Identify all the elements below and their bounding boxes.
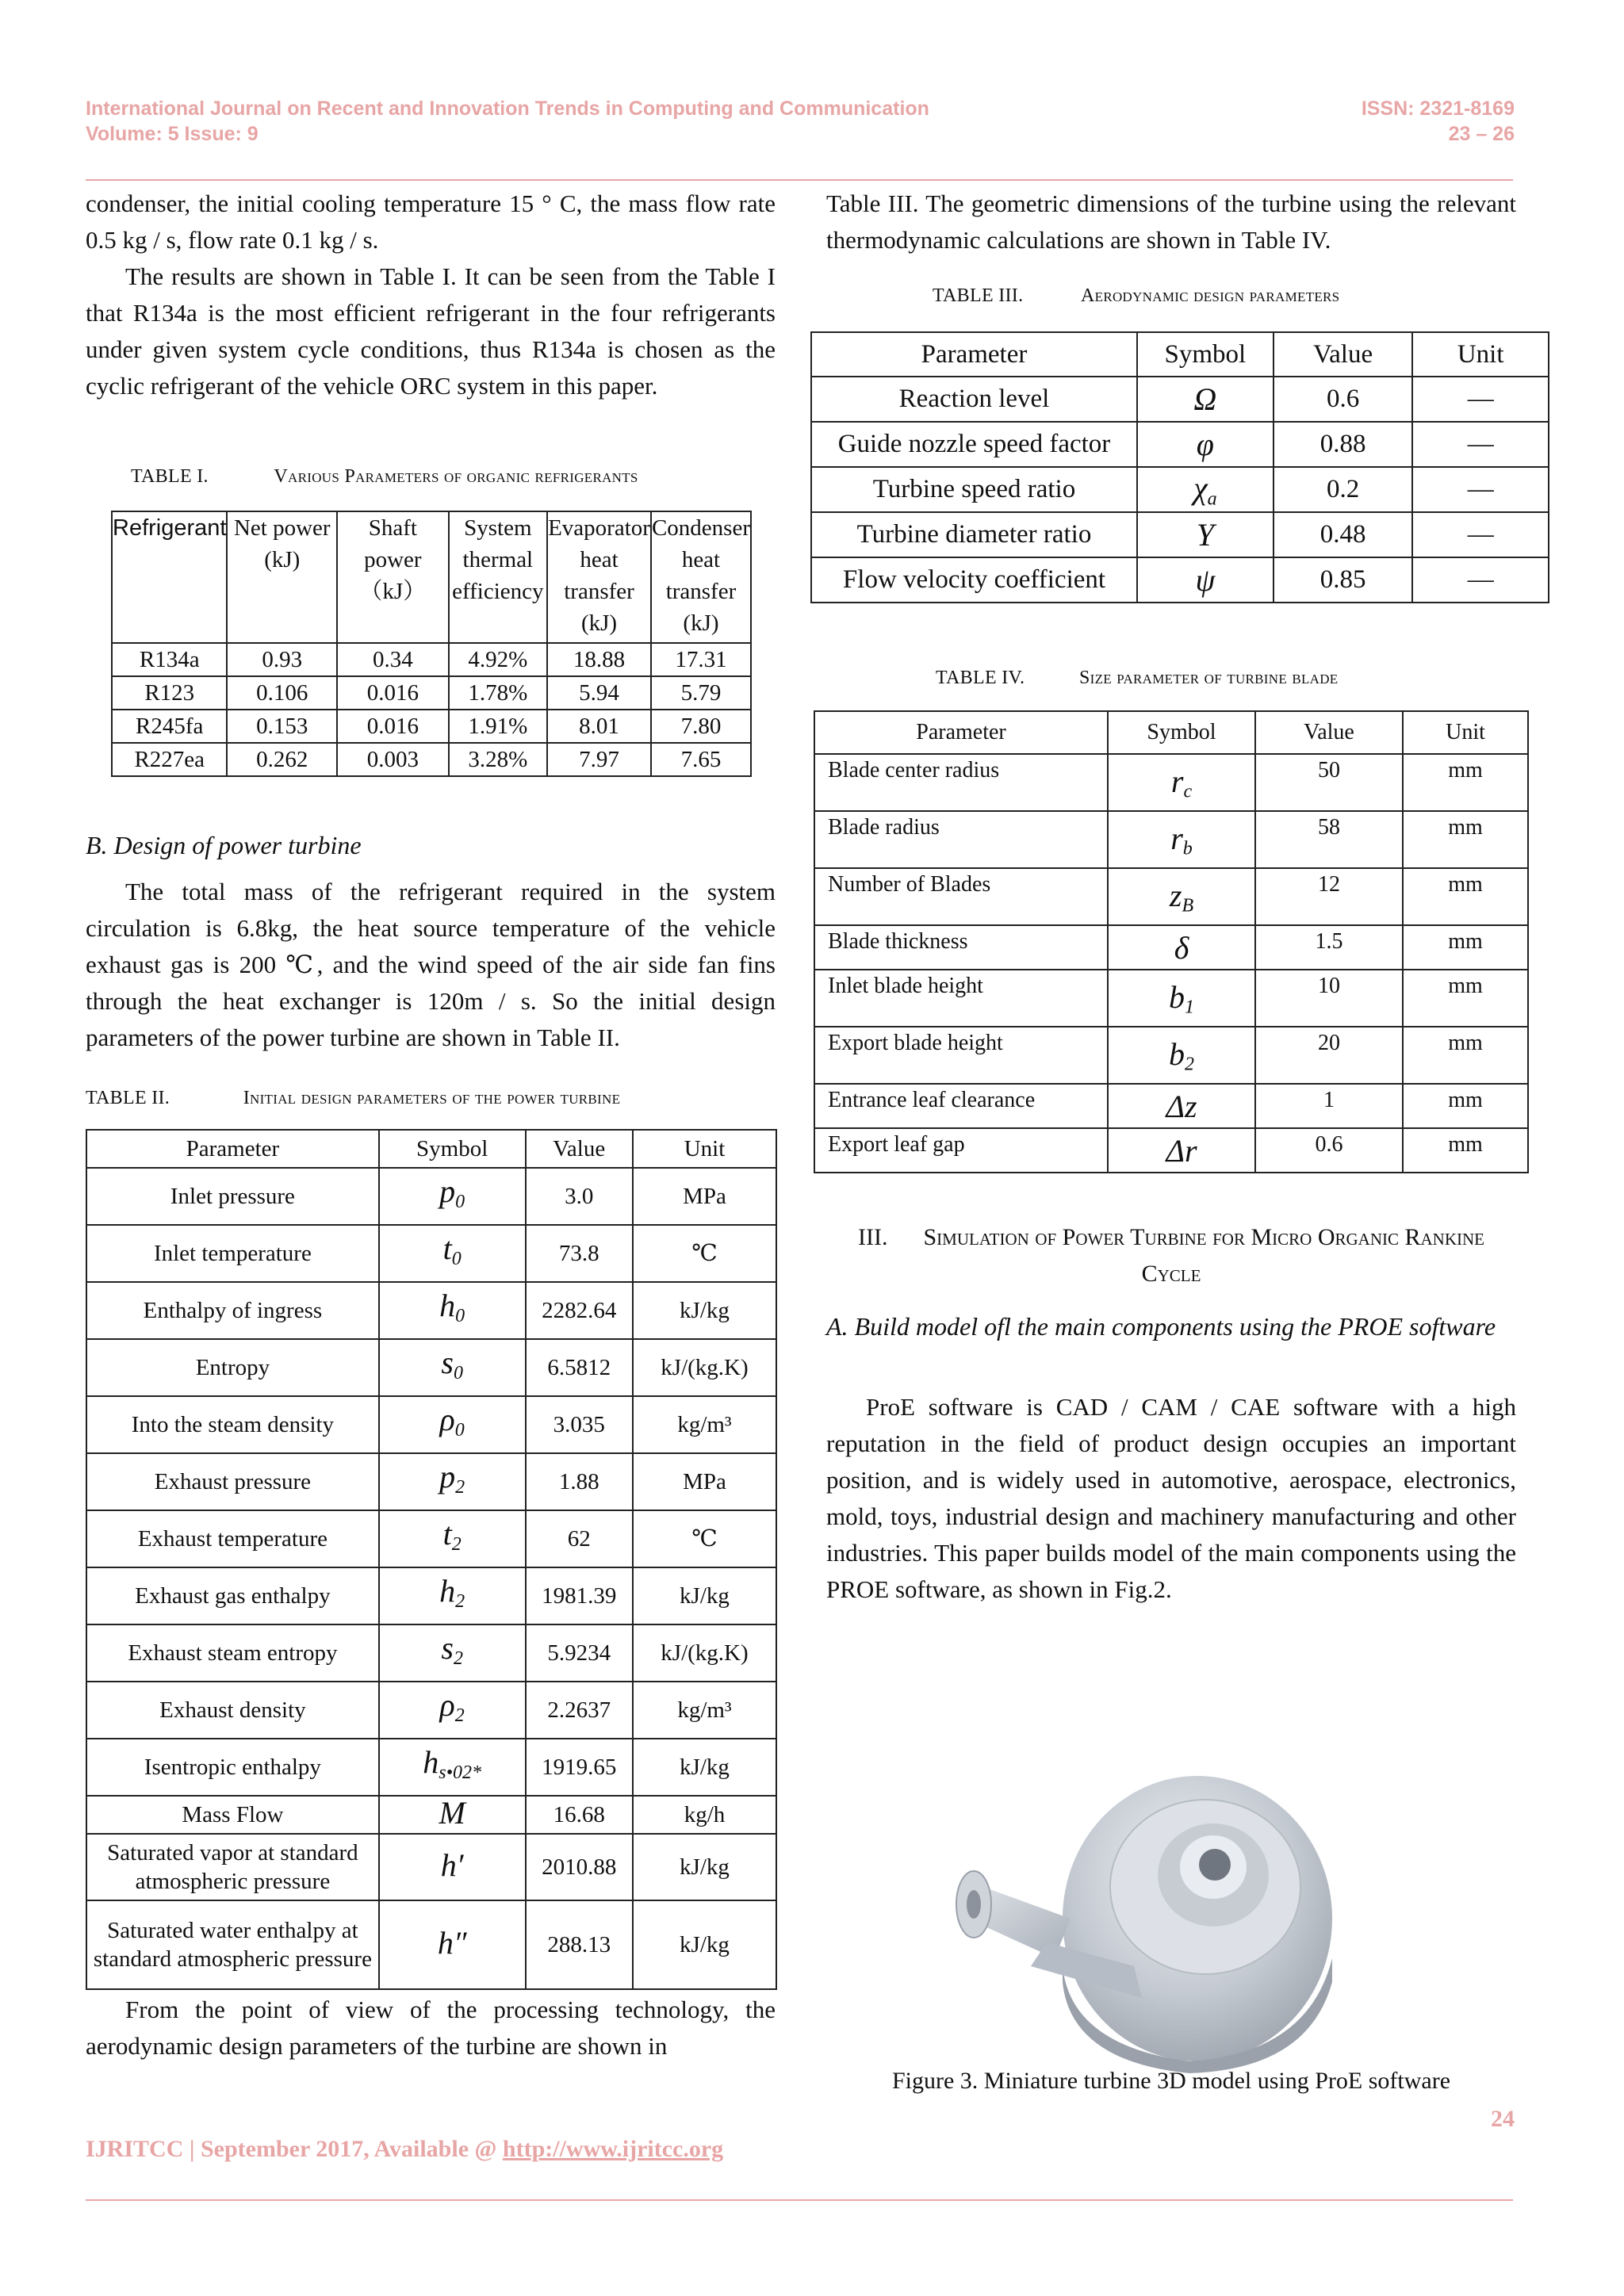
table3-header: Parameter bbox=[811, 332, 1137, 377]
table-row bbox=[814, 1128, 1528, 1173]
math-subscript: 0 bbox=[455, 1305, 465, 1326]
symbol-cell bbox=[379, 1624, 526, 1682]
value-cell: 0.6 bbox=[1255, 1128, 1403, 1173]
math-subscript: b bbox=[1182, 838, 1193, 859]
math-symbol: Δr bbox=[1166, 1132, 1197, 1169]
parameter-cell: Exhaust pressure bbox=[86, 1453, 379, 1510]
math-subscript: 0 bbox=[454, 1419, 465, 1441]
unit-cell: — bbox=[1412, 512, 1549, 557]
parameter-cell: Inlet blade height bbox=[814, 970, 1108, 1027]
unit-cell: mm bbox=[1403, 925, 1528, 970]
footer-text bbox=[86, 2136, 723, 2163]
unit-cell: ℃ bbox=[633, 1225, 776, 1282]
journal-issn: ISSN: 2321-8169 bbox=[1361, 98, 1515, 120]
symbol-cell bbox=[379, 1682, 526, 1739]
math-symbol: p bbox=[439, 1458, 456, 1494]
table-cell: 7.80 bbox=[651, 710, 751, 743]
parameter-cell: Mass Flow bbox=[86, 1796, 379, 1834]
table2 bbox=[86, 1129, 777, 1990]
math-subscript: 2 bbox=[1185, 1054, 1194, 1075]
table-cell: 7.65 bbox=[651, 743, 751, 776]
table1-header: Evaporator heat transfer (kJ) bbox=[547, 511, 651, 643]
value-cell: 1.88 bbox=[526, 1453, 633, 1510]
value-cell: 3.0 bbox=[526, 1168, 633, 1225]
symbol-cell bbox=[379, 1900, 526, 1989]
math-subscript: 1 bbox=[1185, 997, 1194, 1018]
table4-header: Symbol bbox=[1108, 711, 1255, 754]
table-row bbox=[814, 754, 1528, 811]
symbol-cell bbox=[1137, 377, 1274, 422]
table-row bbox=[86, 1624, 776, 1682]
table-row bbox=[112, 743, 751, 776]
table1-label: TABLE I. bbox=[131, 466, 209, 487]
math-subscript: 2 bbox=[453, 1647, 463, 1669]
math-subscript: a bbox=[1207, 488, 1217, 510]
unit-cell: kJ/(kg.K) bbox=[633, 1339, 776, 1396]
journal-volume: Volume: 5 Issue: 9 bbox=[86, 123, 259, 145]
parameter-cell: Saturated water enthalpy at standard atmospheric pressure bbox=[86, 1900, 379, 1989]
value-cell: 1.5 bbox=[1255, 925, 1403, 970]
table-row bbox=[86, 1339, 776, 1396]
symbol-cell bbox=[1137, 467, 1274, 512]
math-subscript: 2 bbox=[454, 1705, 465, 1726]
symbol-cell bbox=[1108, 970, 1255, 1027]
unit-cell: kg/h bbox=[633, 1796, 776, 1834]
symbol-cell bbox=[379, 1453, 526, 1510]
footer-availability: IJRITCC | September 2017, Available @ bbox=[86, 2136, 503, 2162]
table4-title: Size parameter of turbine blade bbox=[1078, 668, 1339, 688]
math-subscript: B bbox=[1182, 895, 1194, 916]
table-cell: R227ea bbox=[112, 743, 227, 776]
table-cell: 7.97 bbox=[547, 743, 651, 776]
right-paragraph-1: Table III. The geometric dimensions of the turbine using the relevant thermodynamic calculations are shown in Table IV. bbox=[826, 189, 1516, 254]
value-cell: 3.035 bbox=[526, 1396, 633, 1453]
math-symbol: h bbox=[423, 1743, 439, 1780]
table-row bbox=[811, 512, 1549, 557]
table3-header: Value bbox=[1274, 332, 1413, 377]
table-cell: 1.91% bbox=[449, 710, 548, 743]
math-symbol: h′ bbox=[440, 1847, 464, 1883]
math-symbol: h″ bbox=[437, 1925, 467, 1961]
table2-header: Parameter bbox=[86, 1130, 379, 1168]
symbol-cell bbox=[379, 1739, 526, 1796]
value-cell: 50 bbox=[1255, 754, 1403, 811]
table-row bbox=[86, 1834, 776, 1900]
table-row bbox=[86, 1739, 776, 1796]
value-cell: 288.13 bbox=[526, 1900, 633, 1989]
table-cell: R123 bbox=[112, 676, 227, 710]
table-cell: R245fa bbox=[112, 710, 227, 743]
page-number: 24 bbox=[1491, 2106, 1515, 2132]
unit-cell: mm bbox=[1403, 1084, 1528, 1128]
math-symbol: r bbox=[1170, 820, 1183, 856]
value-cell: 5.9234 bbox=[526, 1624, 633, 1682]
table-cell: 0.016 bbox=[337, 676, 449, 710]
parameter-cell: Turbine speed ratio bbox=[811, 467, 1137, 512]
parameter-cell: Isentropic enthalpy bbox=[86, 1739, 379, 1796]
parameter-cell: Entropy bbox=[86, 1339, 379, 1396]
math-symbol: ρ bbox=[439, 1401, 455, 1437]
table-row bbox=[814, 1084, 1528, 1128]
unit-cell: — bbox=[1412, 467, 1549, 512]
table1-header: Condenser heat transfer (kJ) bbox=[651, 511, 751, 643]
symbol-cell bbox=[379, 1796, 526, 1834]
symbol-cell bbox=[1108, 811, 1255, 868]
table3-caption bbox=[933, 285, 1339, 307]
left-paragraph-4: From the point of view of the processing technology, the aerodynamic design parameters of the turbine are shown in bbox=[86, 1996, 776, 2060]
math-symbol: t bbox=[442, 1515, 452, 1552]
table-row bbox=[86, 1682, 776, 1739]
parameter-cell: Exhaust density bbox=[86, 1682, 379, 1739]
math-symbol: M bbox=[439, 1795, 465, 1831]
math-symbol: p bbox=[439, 1173, 456, 1209]
table-cell: 0.93 bbox=[227, 643, 337, 676]
math-symbol: Y bbox=[1196, 517, 1214, 553]
table-row bbox=[86, 1282, 776, 1339]
unit-cell: kJ/kg bbox=[633, 1834, 776, 1900]
math-symbol: Ω bbox=[1193, 381, 1217, 417]
section-iii-heading bbox=[826, 1219, 1516, 1292]
math-subscript: 0 bbox=[453, 1362, 463, 1383]
value-cell: 1981.39 bbox=[526, 1567, 633, 1624]
math-subscript: 2 bbox=[451, 1533, 462, 1555]
unit-cell: kg/m³ bbox=[633, 1396, 776, 1453]
table1-header: Refrigerant bbox=[112, 511, 227, 643]
parameter-cell: Guide nozzle speed factor bbox=[811, 422, 1137, 467]
math-symbol: ρ bbox=[439, 1686, 455, 1723]
symbol-cell bbox=[1108, 1027, 1255, 1084]
value-cell: 16.68 bbox=[526, 1796, 633, 1834]
value-cell: 0.2 bbox=[1274, 467, 1413, 512]
math-subscript: 0 bbox=[451, 1248, 462, 1269]
parameter-cell: Blade center radius bbox=[814, 754, 1108, 811]
parameter-cell: Saturated vapor at standard atmospheric pressure bbox=[86, 1834, 379, 1900]
unit-cell: kJ/(kg.K) bbox=[633, 1624, 776, 1682]
table4-caption bbox=[936, 668, 1339, 689]
turbine-3d-model-image bbox=[936, 1728, 1364, 2077]
parameter-cell: Exhaust gas enthalpy bbox=[86, 1567, 379, 1624]
table4-header: Unit bbox=[1403, 711, 1528, 754]
table-cell: 5.94 bbox=[547, 676, 651, 710]
symbol-cell bbox=[1108, 868, 1255, 925]
table1-header: System thermal efficiency bbox=[449, 511, 548, 643]
unit-cell: kJ/kg bbox=[633, 1282, 776, 1339]
table-cell: 0.34 bbox=[337, 643, 449, 676]
value-cell: 0.85 bbox=[1274, 557, 1413, 603]
right-paragraph-2: ProE software is CAD / CAM / CAE software with a high reputation in the field of product design occupies an important position, and is widely used in automotive, aerospace, electronics, mold, toys, industrial design and machinery manufacturing and other industries. This paper builds model of the main components using the PROE software, as shown in Fig.2. bbox=[826, 1393, 1516, 1603]
table-row bbox=[86, 1453, 776, 1510]
value-cell: 12 bbox=[1255, 868, 1403, 925]
footer-link[interactable]: http://www.ijritcc.org bbox=[502, 2136, 724, 2162]
value-cell: 6.5812 bbox=[526, 1339, 633, 1396]
symbol-cell bbox=[1108, 1128, 1255, 1173]
table3-label: TABLE III. bbox=[933, 285, 1024, 306]
value-cell: 2282.64 bbox=[526, 1282, 633, 1339]
section-iii-title: Simulation of Power Turbine for Micro Organic Rankine Cycle bbox=[923, 1224, 1484, 1287]
table-cell: 4.92% bbox=[449, 643, 548, 676]
unit-cell: — bbox=[1412, 557, 1549, 603]
table-row bbox=[86, 1396, 776, 1453]
table-cell: 18.88 bbox=[547, 643, 651, 676]
table2-title: Initial design parameters of the power turbine bbox=[243, 1088, 621, 1108]
math-subscript: 0 bbox=[455, 1191, 465, 1212]
parameter-cell: Export leaf gap bbox=[814, 1128, 1108, 1173]
table-row bbox=[86, 1168, 776, 1225]
table-cell: 0.106 bbox=[227, 676, 337, 710]
table-row bbox=[86, 1510, 776, 1567]
table-row bbox=[811, 467, 1549, 512]
table4-header: Value bbox=[1255, 711, 1403, 754]
table3-title: Aerodynamic design parameters bbox=[1081, 285, 1340, 306]
parameter-cell: Enthalpy of ingress bbox=[86, 1282, 379, 1339]
unit-cell: mm bbox=[1403, 868, 1528, 925]
table-row bbox=[86, 1567, 776, 1624]
parameter-cell: Into the steam density bbox=[86, 1396, 379, 1453]
math-symbol: Δz bbox=[1166, 1088, 1197, 1124]
table4-header: Parameter bbox=[814, 711, 1108, 754]
unit-cell: mm bbox=[1403, 811, 1528, 868]
table-row bbox=[86, 1900, 776, 1989]
table-cell: 3.28% bbox=[449, 743, 548, 776]
math-symbol: s bbox=[441, 1629, 454, 1666]
table1-caption bbox=[131, 466, 733, 488]
math-symbol: h bbox=[439, 1572, 456, 1609]
symbol-cell bbox=[1108, 925, 1255, 970]
unit-cell: MPa bbox=[633, 1168, 776, 1225]
symbol-cell bbox=[379, 1567, 526, 1624]
value-cell: 10 bbox=[1255, 970, 1403, 1027]
table-row bbox=[814, 1027, 1528, 1084]
symbol-cell bbox=[1108, 754, 1255, 811]
table-cell: 17.31 bbox=[651, 643, 751, 676]
table3 bbox=[810, 331, 1549, 603]
table-cell: 0.003 bbox=[337, 743, 449, 776]
section-b-heading: B. Design of power turbine bbox=[86, 831, 362, 859]
unit-cell: — bbox=[1412, 422, 1549, 467]
table2-caption bbox=[86, 1088, 776, 1109]
value-cell: 58 bbox=[1255, 811, 1403, 868]
symbol-cell bbox=[379, 1225, 526, 1282]
value-cell: 62 bbox=[526, 1510, 633, 1567]
math-symbol: z bbox=[1169, 877, 1182, 913]
symbol-cell bbox=[1137, 512, 1274, 557]
math-subscript: 2 bbox=[455, 1590, 465, 1612]
value-cell: 73.8 bbox=[526, 1225, 633, 1282]
parameter-cell: Entrance leaf clearance bbox=[814, 1084, 1108, 1128]
table2-label: TABLE II. bbox=[86, 1088, 170, 1108]
table1 bbox=[111, 511, 752, 777]
unit-cell: kJ/kg bbox=[633, 1900, 776, 1989]
unit-cell: kJ/kg bbox=[633, 1567, 776, 1624]
value-cell: 1919.65 bbox=[526, 1739, 633, 1796]
table-row bbox=[811, 377, 1549, 422]
math-symbol: δ bbox=[1174, 929, 1189, 966]
section-a-heading: A. Build model ofl the main components using the PROE software bbox=[826, 1312, 1496, 1341]
table-cell: 0.262 bbox=[227, 743, 337, 776]
symbol-cell bbox=[379, 1168, 526, 1225]
parameter-cell: Reaction level bbox=[811, 377, 1137, 422]
table-row bbox=[814, 925, 1528, 970]
math-symbol: t bbox=[442, 1230, 452, 1266]
table3-header: Symbol bbox=[1137, 332, 1274, 377]
symbol-cell bbox=[379, 1339, 526, 1396]
table2-header: Symbol bbox=[379, 1130, 526, 1168]
journal-title: International Journal on Recent and Innovation Trends in Computing and Communication bbox=[86, 98, 929, 120]
value-cell: 2.2637 bbox=[526, 1682, 633, 1739]
table-cell: 8.01 bbox=[547, 710, 651, 743]
table-row bbox=[86, 1796, 776, 1834]
parameter-cell: Exhaust temperature bbox=[86, 1510, 379, 1567]
value-cell: 20 bbox=[1255, 1027, 1403, 1084]
parameter-cell: Blade thickness bbox=[814, 925, 1108, 970]
parameter-cell: Export blade height bbox=[814, 1027, 1108, 1084]
table-row bbox=[811, 557, 1549, 603]
math-symbol: b bbox=[1169, 1035, 1185, 1072]
table4-label: TABLE IV. bbox=[936, 668, 1025, 688]
symbol-cell bbox=[379, 1834, 526, 1900]
symbol-cell bbox=[379, 1510, 526, 1567]
table-cell: 0.016 bbox=[337, 710, 449, 743]
table2-header: Value bbox=[526, 1130, 633, 1168]
math-subscript: s•02* bbox=[439, 1762, 482, 1783]
turbine-3d-model-figure bbox=[936, 1728, 1364, 2077]
table3-header: Unit bbox=[1412, 332, 1549, 377]
table-row bbox=[112, 710, 751, 743]
symbol-cell bbox=[1137, 422, 1274, 467]
parameter-cell: Inlet pressure bbox=[86, 1168, 379, 1225]
table1-header: Net power (kJ) bbox=[227, 511, 337, 643]
unit-cell: mm bbox=[1403, 1027, 1528, 1084]
table-row bbox=[112, 643, 751, 676]
figure-caption: Figure 3. Miniature turbine 3D model using ProE software bbox=[891, 2068, 1451, 2094]
math-symbol: r bbox=[1170, 763, 1184, 799]
parameter-cell: Inlet temperature bbox=[86, 1225, 379, 1282]
symbol-cell bbox=[1137, 557, 1274, 603]
table-row bbox=[814, 868, 1528, 925]
table-row bbox=[811, 422, 1549, 467]
table-cell: 0.153 bbox=[227, 710, 337, 743]
left-paragraph-1: condenser, the initial cooling temperature 15 ° C, the mass flow rate 0.5 kg / s, flow rate 0.1 kg / s. bbox=[86, 189, 776, 254]
value-cell: 0.6 bbox=[1274, 377, 1413, 422]
parameter-cell: Exhaust steam entropy bbox=[86, 1624, 379, 1682]
math-symbol: φ bbox=[1196, 427, 1214, 462]
value-cell: 1 bbox=[1255, 1084, 1403, 1128]
unit-cell: mm bbox=[1403, 1128, 1528, 1173]
parameter-cell: Flow velocity coefficient bbox=[811, 557, 1137, 603]
table1-title: Various Parameters of organic refrigerants bbox=[274, 466, 638, 487]
section-iii-number: III. bbox=[858, 1224, 888, 1250]
value-cell: 0.48 bbox=[1274, 512, 1413, 557]
value-cell: 2010.88 bbox=[526, 1834, 633, 1900]
symbol-cell bbox=[379, 1282, 526, 1339]
math-symbol: s bbox=[441, 1344, 454, 1380]
table1-header: Shaft power（kJ） bbox=[337, 511, 449, 643]
table2-header: Unit bbox=[633, 1130, 776, 1168]
unit-cell: — bbox=[1412, 377, 1549, 422]
table-row bbox=[814, 811, 1528, 868]
table-row bbox=[112, 676, 751, 710]
unit-cell: kJ/kg bbox=[633, 1739, 776, 1796]
math-subscript: c bbox=[1183, 781, 1193, 802]
math-subscript: 2 bbox=[455, 1476, 465, 1498]
table-cell: 1.78% bbox=[449, 676, 548, 710]
journal-pages: 23 – 26 bbox=[1448, 123, 1515, 145]
unit-cell: mm bbox=[1403, 754, 1528, 811]
unit-cell: mm bbox=[1403, 970, 1528, 1027]
footer-rule bbox=[86, 2199, 1513, 2201]
left-paragraph-3: The total mass of the refrigerant required in the system circulation is 6.8kg, the heat source temperature of the vehicle exhaust gas is 200 ℃, and the wind speed of the air side fan fins through the heat exchanger is 120m / s. So the initial design parameters of the power turbine are shown in Table II. bbox=[86, 878, 776, 1051]
parameter-cell: Blade radius bbox=[814, 811, 1108, 868]
header-rule bbox=[86, 179, 1513, 181]
math-symbol: b bbox=[1169, 978, 1185, 1015]
table4 bbox=[814, 710, 1529, 1173]
symbol-cell bbox=[1108, 1084, 1255, 1128]
table-row bbox=[814, 970, 1528, 1027]
unit-cell: kg/m³ bbox=[633, 1682, 776, 1739]
table-cell: R134a bbox=[112, 643, 227, 676]
left-paragraph-2: The results are shown in Table I. It can be seen from the Table I that R134a is the most efficient refrigerant in the four refrigerants under given system cycle conditions, thus R134a is chosen as the cyclic refrigerant of the vehicle ORC system in this paper. bbox=[86, 262, 776, 400]
parameter-cell: Number of Blades bbox=[814, 868, 1108, 925]
symbol-cell bbox=[379, 1396, 526, 1453]
unit-cell: ℃ bbox=[633, 1510, 776, 1567]
math-symbol: χ bbox=[1193, 469, 1208, 506]
math-symbol: ψ bbox=[1195, 562, 1216, 598]
table-row bbox=[86, 1225, 776, 1282]
math-symbol: h bbox=[439, 1287, 456, 1323]
parameter-cell: Turbine diameter ratio bbox=[811, 512, 1137, 557]
table-cell: 5.79 bbox=[651, 676, 751, 710]
value-cell: 0.88 bbox=[1274, 422, 1413, 467]
unit-cell: MPa bbox=[633, 1453, 776, 1510]
